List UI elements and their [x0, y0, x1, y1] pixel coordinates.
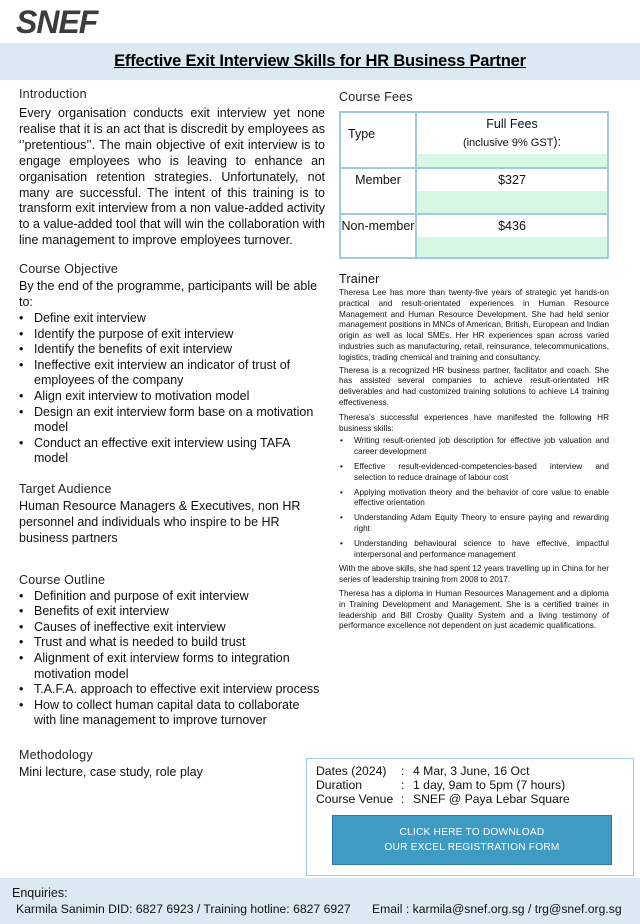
fee-highlight-bar: [417, 154, 607, 167]
right-column: [339, 90, 609, 634]
nonmember-price: $436: [498, 219, 526, 233]
list-item: • Align exit interview to motivation model: [19, 389, 325, 405]
dates-value: 4 Mar, 3 June, 16 Oct: [413, 764, 530, 778]
member-price: $327: [498, 173, 526, 187]
methodology-heading: Methodology: [19, 747, 93, 762]
objective-heading: Course Objective: [19, 262, 119, 277]
separator: :: [401, 764, 405, 778]
objective-lead: By the end of the programme, participants will be able to:: [19, 279, 318, 310]
list-item: • Definition and purpose of exit interview: [19, 589, 325, 605]
duration-label: Duration: [316, 778, 363, 792]
contact-info: Karmila Sanimin DID: 6827 6923 / Training hotline: 6827 6927: [16, 902, 351, 916]
trainer-bio: [339, 288, 609, 632]
table-row: [340, 214, 608, 258]
full-fees-label: Full Fees: [486, 117, 538, 131]
gst-note-close: ):: [553, 135, 562, 149]
full-fees-header-cell: [416, 112, 608, 168]
fee-highlight-block: [417, 237, 607, 257]
trainer-paragraph: Theresa is a recognized HR business partner, facilitator and coach. She has assisted several companies to achieve result-orientated HR deliverables and had customized training solutions to achieve L4 training effectiveness.: [339, 365, 609, 407]
snef-logo: [16, 6, 97, 38]
title-band: [0, 43, 640, 80]
methodology-text: Mini lecture, case study, role play: [19, 764, 203, 779]
list-item: • Ineffective exit interview an indicator of trust of employees of the company: [19, 358, 325, 389]
fee-highlight-block: [417, 191, 607, 213]
dates-row: [316, 764, 530, 778]
dates-label: Dates (2024): [316, 764, 387, 778]
cta-line-2: OUR EXCEL REGISTRATION FORM: [384, 842, 560, 853]
list-item: • Alignment of exit interview forms to integration motivation model: [19, 651, 325, 682]
list-item: • Trust and what is needed to build trust: [19, 635, 325, 651]
gst-note: [417, 135, 607, 149]
member-price-cell: [416, 168, 608, 214]
nonmember-label-cell: Non-member: [340, 214, 416, 258]
list-item: • T.A.F.A. approach to effective exit interview process: [19, 682, 325, 698]
separator: :: [401, 778, 405, 792]
separator: :: [401, 792, 405, 806]
trainer-paragraph: Theresa has a diploma in Human Resources Management and a diploma in Training Development and Management. She is a certified trainer in leadership and Bill Crosby Quality System and a living testimony of performance excellence not dependent on just academic qualifications.: [339, 588, 609, 631]
venue-label: Course Venue: [316, 792, 394, 806]
snef-logo-text: SNEF: [16, 4, 98, 40]
venue-value: SNEF @ Paya Lebar Square: [413, 792, 570, 806]
page-title: Effective Exit Interview Skills for HR Business Partner: [114, 52, 526, 70]
type-header-cell: Type: [340, 112, 416, 168]
list-item: • Understanding behavioural science to have effective, impactful interpersonal and performance management: [339, 539, 609, 561]
list-item: • Identify the purpose of exit interview: [19, 327, 325, 343]
list-item: • Causes of ineffective exit interview: [19, 620, 325, 636]
list-item: • Benefits of exit interview: [19, 604, 325, 620]
fees-table-header-row: [340, 112, 608, 168]
list-item: • Design an exit interview form base on a motivation model: [19, 405, 325, 436]
enquiries-label: Enquiries:: [12, 886, 68, 900]
gst-note-text: (inclusive 9% GST: [462, 137, 554, 149]
audience-heading: Target Audience: [19, 481, 112, 496]
duration-value: 1 day, 9am to 5pm (7 hours): [413, 778, 566, 792]
fees-heading: Course Fees: [339, 90, 413, 104]
trainer-paragraph: Theresa’s successful experiences have manifested the following HR business skills:: [339, 412, 609, 433]
trainer-heading: Trainer: [339, 272, 380, 286]
nonmember-price-cell: [416, 214, 608, 258]
outline-list: [19, 589, 325, 729]
download-registration-button[interactable]: [332, 815, 612, 865]
trainer-paragraph: With the above skills, she had spent 12 years travelling up in China for her series of leadership training from 2008 to 2017.: [339, 564, 609, 585]
list-item: • Conduct an effective exit interview using TAFA model: [19, 436, 325, 467]
objective-list: [19, 311, 325, 467]
list-item: • Applying motivation theory and the behavior of core value to enable effective orientation: [339, 488, 609, 510]
list-item: • Identify the benefits of exit interview: [19, 342, 325, 358]
list-item: • Define exit interview: [19, 311, 325, 327]
list-item: • How to collect human capital data to collaborate with line management to improve turnover: [19, 698, 325, 729]
list-item: • Understanding Adam Equity Theory to ensure paying and rewarding right: [339, 513, 609, 535]
trainer-skills-list: [339, 436, 609, 560]
footer: [0, 878, 640, 924]
introduction-heading: Introduction: [19, 87, 87, 101]
member-label-cell: Member: [340, 168, 416, 214]
audience-text: Human Resource Managers & Executives, non HR personnel and individuals who inspire to be HR business partners: [19, 498, 301, 545]
venue-row: [316, 792, 570, 806]
left-column: [19, 87, 325, 781]
cta-line-1: CLICK HERE TO DOWNLOAD: [399, 827, 545, 838]
outline-heading: Course Outline: [19, 572, 106, 587]
duration-row: [316, 778, 565, 792]
list-item: • Effective result-evidenced-competencies-based interview and selection to reduce drainage of labour cost: [339, 462, 609, 484]
introduction-text: Every organisation conducts exit interview yet none realise that it is an act that is discredit by employees as ‘’pretentious’’. The main objective of exit interview is to engage employees who is leaving to enhance an organisation retention strategies. Unfortunately, not many are successful. The intent of this training is to transform exit interview from a non value-added activity to a value-added tool that will win the collaboration with line management to improve employees turnover.: [19, 106, 325, 248]
table-row: [340, 168, 608, 214]
fees-table: [339, 111, 609, 259]
list-item: • Writing result-oriented job description for effective job valuation and career development: [339, 436, 609, 458]
trainer-paragraph: Theresa Lee has more than twenty-five years of strategic yet hands-on practical and result-orientated experiences in Human Resource Management and Human Resource Development. She had held senior management positions in MNCs of American, British, European and Indian origin as well as local SMEs. Her HR experiences span across varied industries such as manufacturing, retail, reinsurance, telecommunications, logistics, trading chemical and training and consultancy.: [339, 288, 609, 362]
email-info[interactable]: Email : karmila@snef.org.sg / trg@snef.org.sg: [372, 902, 622, 916]
